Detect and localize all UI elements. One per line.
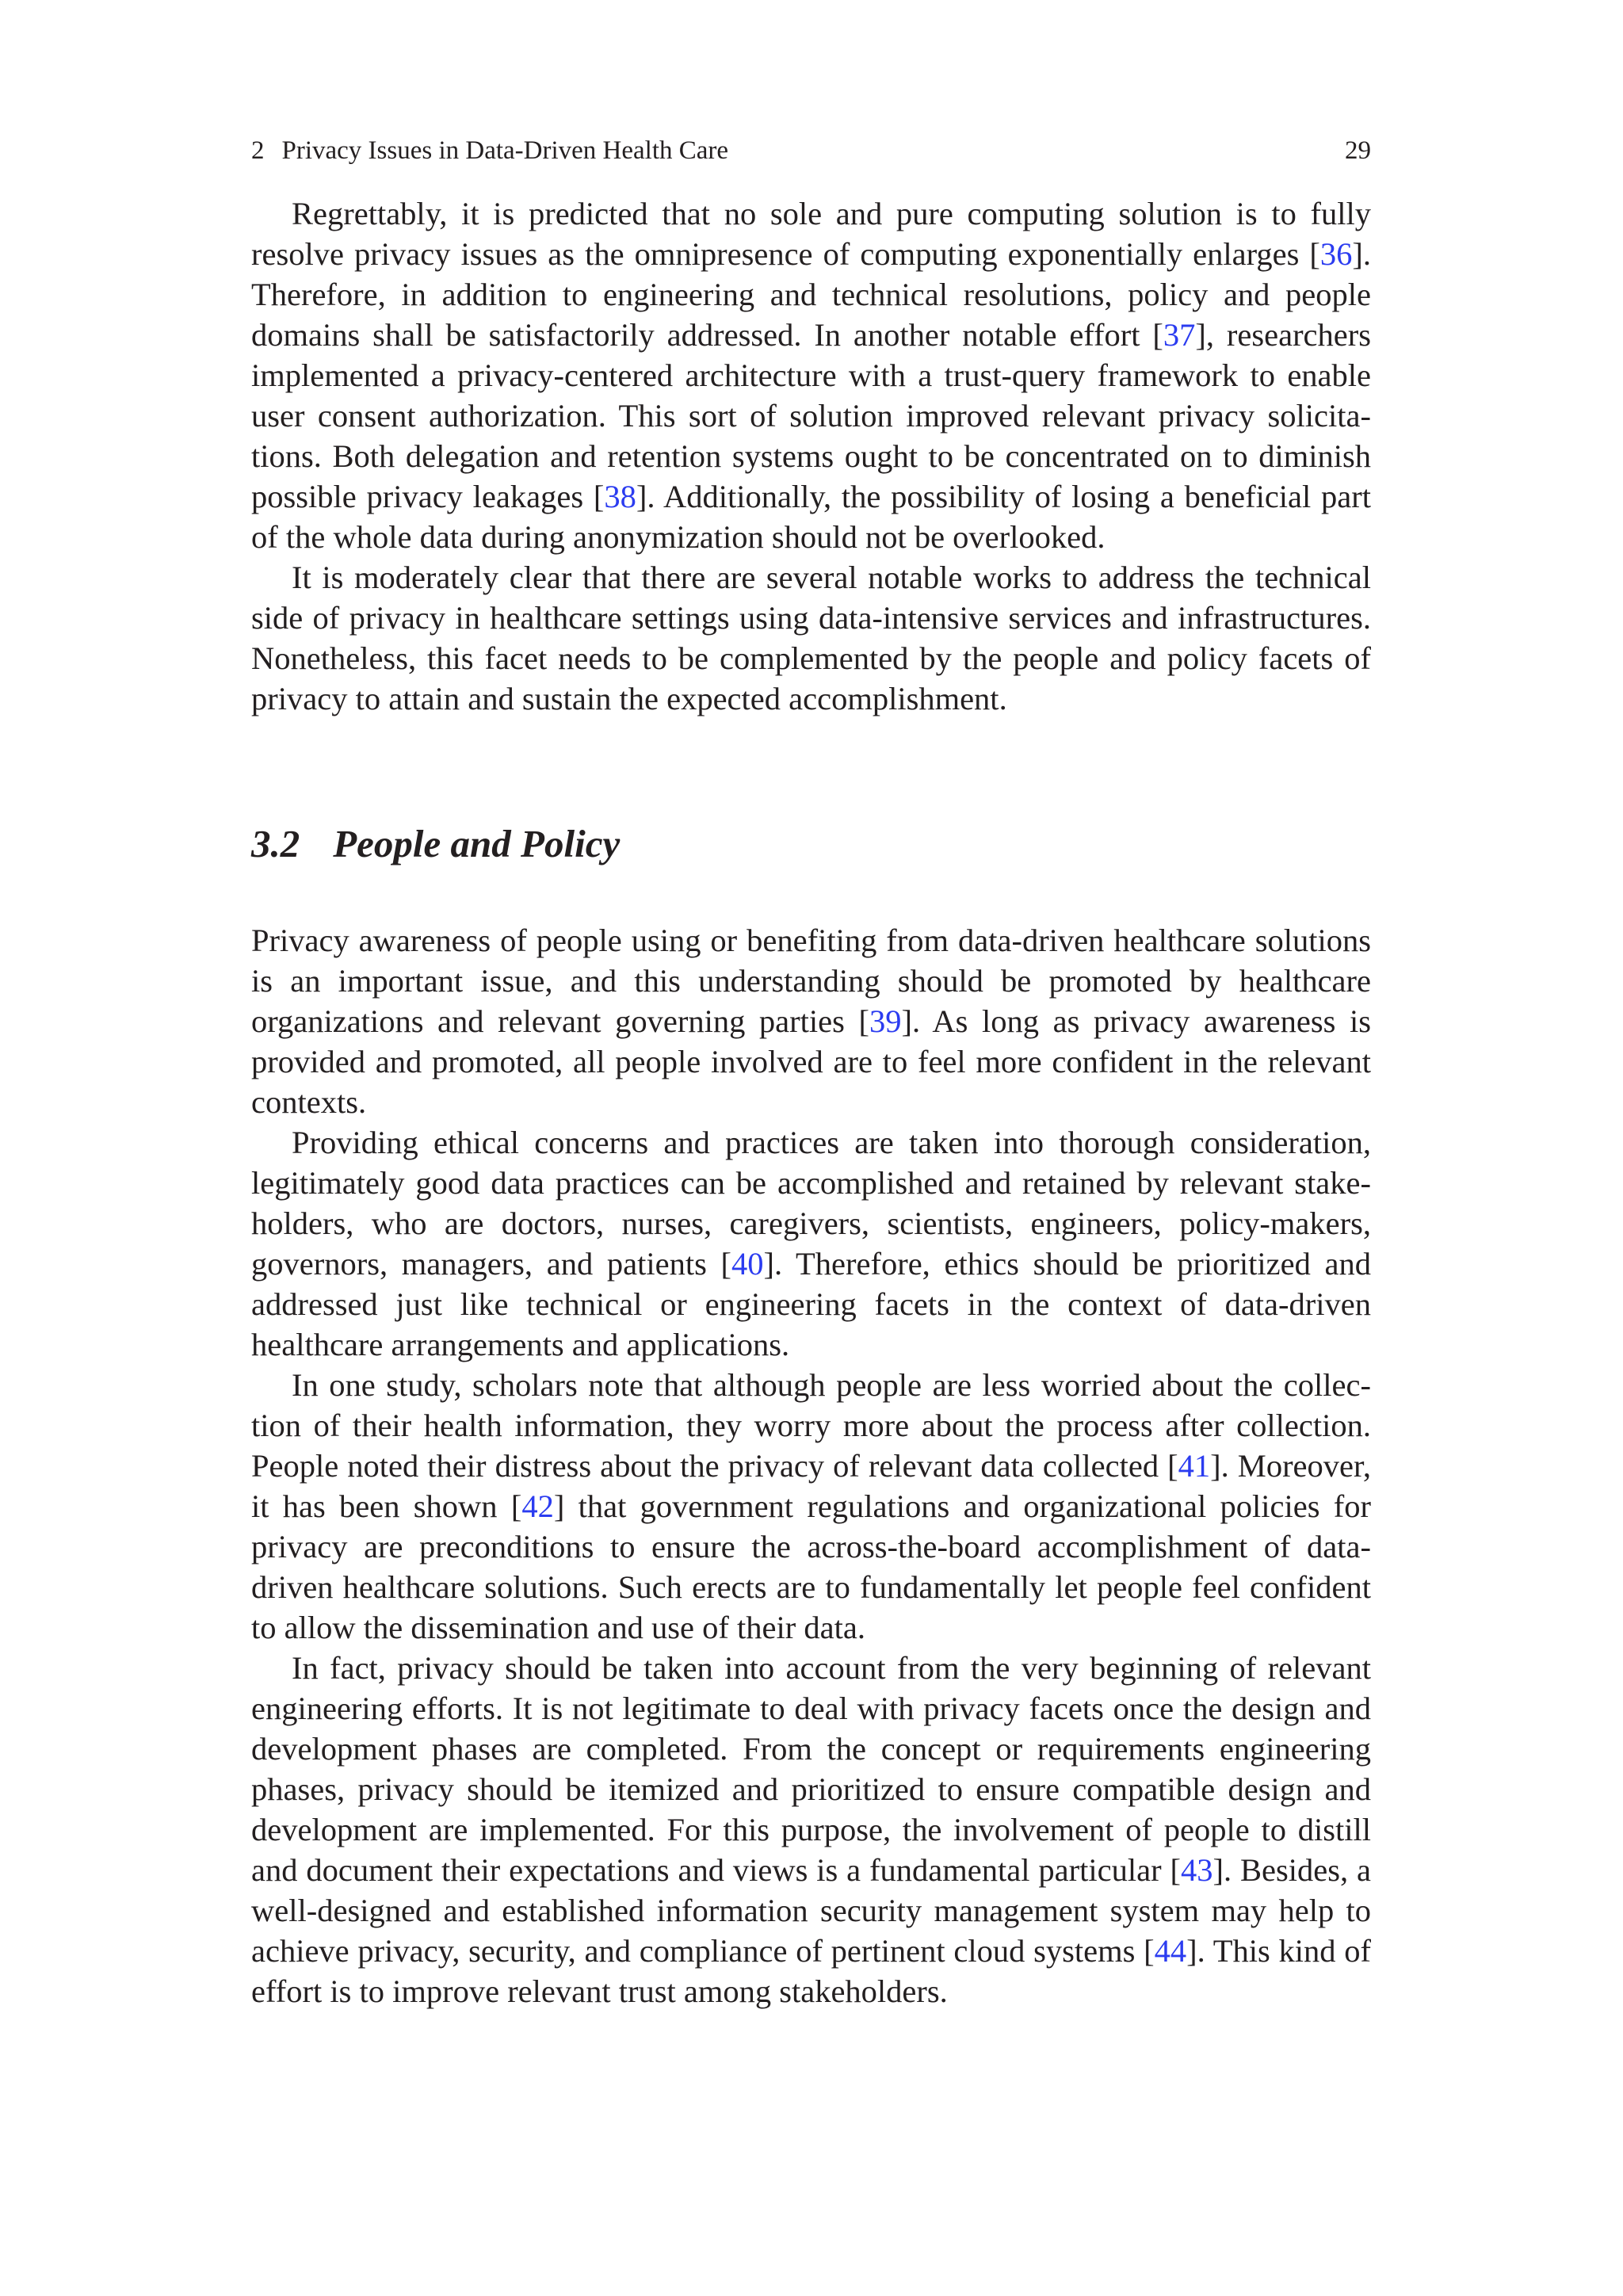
citation-link[interactable]: 42 [521, 1488, 554, 1524]
citation-link[interactable]: 39 [869, 1003, 902, 1039]
book-page [251, 135, 1371, 2011]
text-run: ]. Therefore, ethics should be prioritized and addressed just like technical or engineering facets in the context of data-driven healthcare arrangements and applications. [251, 1246, 1372, 1362]
citation-link[interactable]: 40 [731, 1246, 764, 1282]
text-run: In one study, scholars note that although people are less worried about the collection of their health information, they worry more about the process after collection. People noted their distress about the privacy of relevant data collected [ [251, 1367, 1371, 1484]
citation-link[interactable]: 36 [1319, 236, 1353, 272]
chapter-number: 2 [251, 136, 265, 165]
chapter-title: Privacy Issues in Data-Driven Health Care [281, 136, 729, 165]
text-run: ]. Additionally, the possibility of losing a beneficial part of the whole data during anonymization should not be overlooked. [251, 479, 1371, 555]
paragraph [251, 193, 1371, 557]
citation-link[interactable]: 41 [1178, 1448, 1211, 1484]
text-run: ]. Besides, a well-designed and established information security management system may help to achieve privacy, security, and compliance of pertinent cloud systems [ [251, 1852, 1371, 1969]
text-run: It is moderately clear that there are several notable works to address the technical side of privacy in healthcare settings using data-intensive services and infrastructures. Nonetheless, this facet needs to be complemented by the people and policy facets of privacy to attain and sustain the expected accomplishment. [251, 560, 1371, 716]
page-number: 29 [1345, 136, 1371, 165]
text-run: ] that government regulations and organizational policies for privacy are preconditions to ensure the across-the-board accomplishment of data-driven healthcare solutions. Such erects are to fundamentally let people feel confident to allow the dissemination and use of their data. [251, 1488, 1371, 1645]
citation-link[interactable]: 43 [1180, 1852, 1213, 1888]
paragraph [251, 920, 1371, 1122]
body-text-after-section [251, 920, 1371, 2011]
text-run: Privacy awareness of people using or benefiting from data-driven healthcare solutions is an important issue, and this understanding should be promoted by healthcare organizations and relevant governing parties [ [251, 923, 1371, 1039]
body-text-before-section [251, 193, 1371, 719]
citation-link[interactable]: 44 [1154, 1933, 1187, 1969]
citation-link[interactable]: 38 [604, 479, 636, 514]
citation-link[interactable]: 37 [1163, 317, 1196, 353]
paragraph [251, 1365, 1371, 1648]
section-title: People and Policy [333, 822, 621, 865]
paragraph [251, 1122, 1371, 1365]
text-run: Providing ethical concerns and practices are taken into thorough consideration, legitimately good data practices can be accomplished and retained by relevant stakeholders, who are doctors, nurses, caregivers, scientists, engineers, policy-makers, governors, managers, and patients [ [251, 1125, 1371, 1282]
section-number: 3.2 [251, 822, 300, 865]
text-run: ]. This kind of effort is to improve relevant trust among stakeholders. [251, 1933, 1371, 2009]
text-run: ]. As long as privacy awareness is provided and promoted, all people involved are to feel more confident in the relevant contexts. [251, 1003, 1371, 1120]
paragraph [251, 1648, 1371, 2011]
text-run: Regrettably, it is predicted that no sole and pure computing solution is to fully resolve privacy issues as the omnipresence of computing exponentially enlarges [ [251, 196, 1371, 272]
text-run: ]. Moreover, it has been shown [ [251, 1448, 1371, 1524]
paragraph [251, 557, 1371, 719]
running-head [251, 135, 1371, 166]
section-heading [251, 820, 1371, 868]
text-run: ], researchers implemented a privacy-centered architecture with a trust-query framework to enable user consent authorization. This sort of solution improved relevant privacy solicitations. Both delegation and retention systems ought to be concentrated on to diminish possible privacy leakages [ [251, 317, 1372, 514]
chapter-label [251, 135, 728, 166]
text-run: In fact, privacy should be taken into account from the very beginning of relevant engineering efforts. It is not legitimate to deal with privacy facets once the design and development phases are completed. From the concept or requirements engineering phases, privacy should be itemized and prioritized to ensure compatible design and development are implemented. For this purpose, the involvement of people to distill and document their expectations and views is a fundamental particular [ [251, 1650, 1371, 1888]
text-run: ]. Therefore, in addition to engineering and technical resolutions, policy and people domains shall be satisfactorily addressed. In another notable effort [ [251, 236, 1371, 353]
